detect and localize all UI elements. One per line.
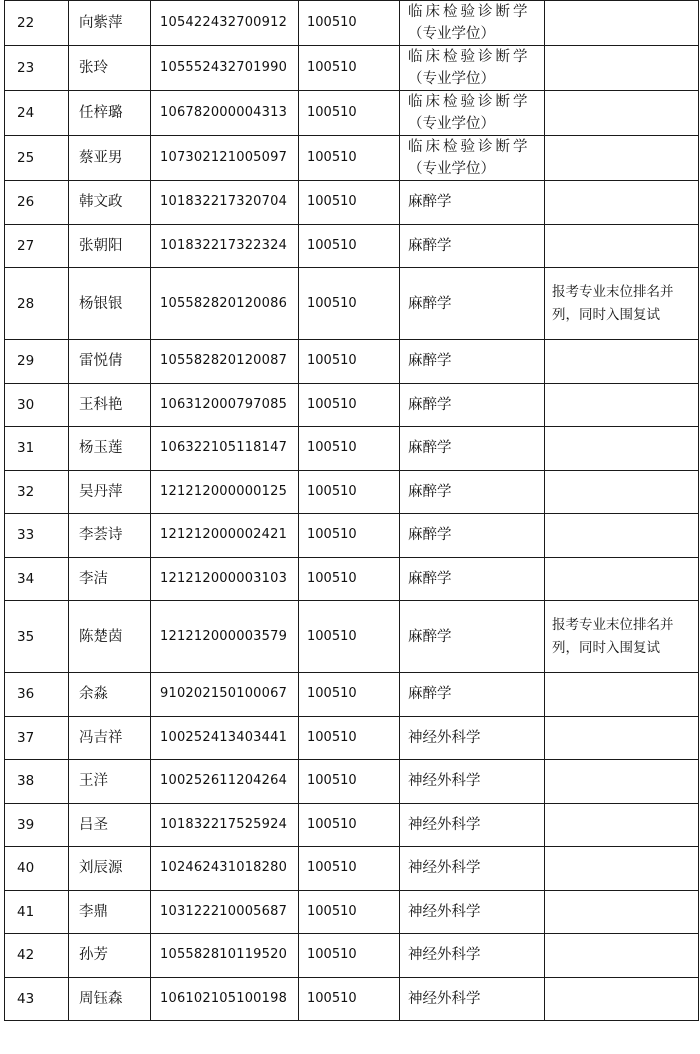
major-code-cell	[299, 673, 400, 717]
candidate-name-cell	[69, 847, 151, 891]
candidate-name: 余淼	[79, 686, 108, 703]
major-code: 100510	[307, 15, 357, 30]
remark-cell	[545, 673, 699, 717]
candidate-id: 121212000003103	[160, 570, 288, 586]
row-number-cell	[5, 934, 69, 978]
candidate-id: 100252611204264	[160, 773, 288, 789]
major-degree-type: （专业学位）	[408, 26, 495, 42]
row-number: 28	[17, 295, 35, 312]
major-name-cell	[400, 46, 545, 91]
candidate-id-cell	[151, 601, 299, 673]
candidate-id: 106782000004313	[160, 105, 288, 120]
candidate-table	[4, 0, 699, 1021]
table-row	[5, 340, 699, 384]
major-name-cell	[400, 181, 545, 225]
remark-cell	[545, 977, 699, 1021]
row-number: 25	[17, 150, 35, 166]
candidate-id: 910202150100067	[160, 686, 288, 702]
major-code: 100510	[307, 860, 357, 876]
row-number-cell	[5, 716, 69, 760]
candidate-id: 105422432700912	[160, 15, 288, 30]
candidate-id-cell	[151, 91, 299, 136]
major-code-cell	[299, 847, 400, 891]
candidate-name-cell	[69, 136, 151, 181]
table-row	[5, 601, 699, 673]
candidate-name: 刘辰源	[79, 860, 123, 877]
candidate-id-cell	[151, 46, 299, 91]
candidate-id: 107302121005097	[160, 150, 288, 165]
candidate-name-cell	[69, 46, 151, 91]
candidate-id-cell	[151, 803, 299, 847]
candidate-id: 106322105118147	[160, 440, 288, 456]
major-name: 麻醉学	[408, 237, 452, 254]
table-row	[5, 803, 699, 847]
table-row	[5, 268, 699, 340]
candidate-id-cell	[151, 470, 299, 514]
table-row	[5, 136, 699, 181]
major-code-cell	[299, 514, 400, 558]
major-code-cell	[299, 340, 400, 384]
major-name: 神经外科学	[408, 729, 481, 746]
candidate-id-cell	[151, 136, 299, 181]
table-row	[5, 890, 699, 934]
major-name-cell	[400, 1, 545, 46]
row-number-cell	[5, 224, 69, 268]
row-number-cell	[5, 673, 69, 717]
candidate-name-cell	[69, 803, 151, 847]
table-row	[5, 91, 699, 136]
row-number-cell	[5, 91, 69, 136]
major-code-cell	[299, 716, 400, 760]
candidate-name: 蔡亚男	[79, 150, 123, 166]
candidate-id: 105552432701990	[160, 60, 288, 75]
candidate-name-cell	[69, 601, 151, 673]
major-code: 100510	[307, 150, 357, 165]
major-code-cell	[299, 181, 400, 225]
candidate-id: 101832217320704	[160, 194, 288, 210]
remark-cell	[545, 803, 699, 847]
table-row	[5, 224, 699, 268]
candidate-id: 106102105100198	[160, 990, 288, 1006]
candidate-id-cell	[151, 760, 299, 804]
table-row	[5, 427, 699, 471]
major-code: 100510	[307, 194, 357, 210]
candidate-name: 杨银银	[79, 295, 123, 312]
table-row	[5, 383, 699, 427]
table-row	[5, 673, 699, 717]
major-code: 100510	[307, 773, 357, 789]
row-number: 42	[17, 947, 35, 964]
major-code: 100510	[307, 483, 357, 499]
remark-cell	[545, 136, 699, 181]
remark-cell	[545, 760, 699, 804]
major-name-cell	[400, 268, 545, 340]
major-code-cell	[299, 1, 400, 46]
candidate-name-cell	[69, 557, 151, 601]
candidate-name-cell	[69, 934, 151, 978]
major-code: 100510	[307, 440, 357, 456]
major-name: 神经外科学	[408, 903, 481, 920]
major-name-cell	[400, 91, 545, 136]
major-name: 麻醉学	[408, 483, 452, 500]
remark-text: 报考专业末位排名并列，同时入围复试	[552, 283, 674, 323]
row-number: 22	[17, 15, 35, 31]
row-number: 41	[17, 903, 35, 920]
row-number: 27	[17, 237, 35, 254]
row-number: 23	[17, 60, 35, 76]
major-name-cell	[400, 977, 545, 1021]
candidate-name-cell	[69, 470, 151, 514]
major-name-cell	[400, 890, 545, 934]
candidate-name: 王洋	[79, 773, 108, 790]
major-code: 100510	[307, 60, 357, 75]
remark-cell	[545, 934, 699, 978]
candidate-id: 105582810119520	[160, 947, 288, 963]
row-number-cell	[5, 470, 69, 514]
candidate-name: 雷悦倩	[79, 353, 123, 370]
candidate-name: 张玲	[79, 60, 108, 76]
row-number-cell	[5, 514, 69, 558]
major-name: 麻醉学	[408, 570, 452, 587]
row-number-cell	[5, 136, 69, 181]
major-code: 100510	[307, 686, 357, 702]
candidate-name: 孙芳	[79, 947, 108, 964]
major-code: 100510	[307, 628, 357, 644]
candidate-id: 106312000797085	[160, 396, 288, 412]
remark-cell	[545, 716, 699, 760]
row-number: 24	[17, 105, 35, 121]
candidate-name: 韩文政	[79, 194, 123, 211]
major-code-cell	[299, 224, 400, 268]
candidate-name-cell	[69, 514, 151, 558]
row-number: 33	[17, 527, 35, 544]
table-row	[5, 46, 699, 91]
major-code-cell	[299, 760, 400, 804]
candidate-id-cell	[151, 427, 299, 471]
row-number-cell	[5, 1, 69, 46]
candidate-name: 李鼎	[79, 903, 108, 920]
remark-cell	[545, 340, 699, 384]
table-row	[5, 934, 699, 978]
candidate-name-cell	[69, 340, 151, 384]
table-row	[5, 716, 699, 760]
row-number-cell	[5, 890, 69, 934]
major-name-cell	[400, 803, 545, 847]
candidate-id-cell	[151, 977, 299, 1021]
candidate-name: 吴丹萍	[79, 483, 123, 500]
row-number: 35	[17, 628, 35, 645]
major-code: 100510	[307, 903, 357, 919]
row-number: 37	[17, 729, 35, 746]
candidate-id-cell	[151, 340, 299, 384]
candidate-name: 王科艳	[79, 396, 123, 413]
candidate-name-cell	[69, 890, 151, 934]
candidate-name-cell	[69, 181, 151, 225]
major-name-cell	[400, 557, 545, 601]
remark-cell	[545, 181, 699, 225]
major-name: 麻醉学	[408, 295, 452, 312]
candidate-name-cell	[69, 716, 151, 760]
major-code-cell	[299, 470, 400, 514]
major-code-cell	[299, 934, 400, 978]
candidate-id-cell	[151, 268, 299, 340]
remark-cell	[545, 383, 699, 427]
major-name-cell	[400, 601, 545, 673]
candidate-name: 杨玉莲	[79, 440, 123, 457]
remark-text: 报考专业末位排名并列，同时入围复试	[552, 616, 674, 656]
row-number: 38	[17, 773, 35, 790]
candidate-name: 吕圣	[79, 816, 108, 833]
table-row	[5, 181, 699, 225]
row-number: 34	[17, 570, 35, 587]
table-row	[5, 847, 699, 891]
remark-cell	[545, 847, 699, 891]
candidate-name-cell	[69, 673, 151, 717]
major-degree-type: （专业学位）	[408, 116, 495, 132]
remark-cell	[545, 46, 699, 91]
major-name: 麻醉学	[408, 353, 452, 370]
table-row	[5, 977, 699, 1021]
candidate-id: 121212000003579	[160, 628, 288, 644]
row-number-cell	[5, 803, 69, 847]
major-code: 100510	[307, 816, 357, 832]
major-degree-type: （专业学位）	[408, 161, 495, 177]
candidate-id-cell	[151, 383, 299, 427]
row-number: 36	[17, 686, 35, 703]
major-code-cell	[299, 803, 400, 847]
remark-cell	[545, 890, 699, 934]
major-name-cell	[400, 427, 545, 471]
remark-cell	[545, 268, 699, 340]
candidate-name: 向紫萍	[79, 15, 123, 31]
row-number-cell	[5, 760, 69, 804]
major-code-cell	[299, 890, 400, 934]
candidate-id-cell	[151, 716, 299, 760]
candidate-id: 121212000002421	[160, 527, 288, 543]
major-name-cell	[400, 136, 545, 181]
candidate-name-cell	[69, 427, 151, 471]
major-name: 神经外科学	[408, 990, 481, 1007]
major-name-cell	[400, 847, 545, 891]
row-number-cell	[5, 181, 69, 225]
row-number: 43	[17, 990, 35, 1007]
major-code-cell	[299, 383, 400, 427]
candidate-name-cell	[69, 1, 151, 46]
candidate-id-cell	[151, 181, 299, 225]
major-name: 麻醉学	[408, 686, 452, 703]
major-name-cell	[400, 934, 545, 978]
major-name: 麻醉学	[408, 396, 452, 413]
candidate-name-cell	[69, 268, 151, 340]
row-number-cell	[5, 46, 69, 91]
remark-cell	[545, 557, 699, 601]
major-code-cell	[299, 601, 400, 673]
major-name: 麻醉学	[408, 628, 452, 645]
candidate-name: 陈楚茵	[79, 628, 123, 645]
major-name: 麻醉学	[408, 440, 452, 457]
major-code-cell	[299, 91, 400, 136]
candidate-name-cell	[69, 91, 151, 136]
major-code: 100510	[307, 570, 357, 586]
remark-cell	[545, 470, 699, 514]
candidate-name-cell	[69, 977, 151, 1021]
major-name-cell	[400, 470, 545, 514]
row-number: 39	[17, 816, 35, 833]
row-number-cell	[5, 977, 69, 1021]
major-name-cell	[400, 383, 545, 427]
candidate-id-cell	[151, 1, 299, 46]
remark-cell	[545, 427, 699, 471]
major-code: 100510	[307, 105, 357, 120]
candidate-id-cell	[151, 514, 299, 558]
major-code: 100510	[307, 353, 357, 369]
row-number: 29	[17, 353, 35, 370]
candidate-id: 121212000000125	[160, 483, 288, 499]
remark-cell	[545, 1, 699, 46]
major-code: 100510	[307, 947, 357, 963]
candidate-id-cell	[151, 673, 299, 717]
table-row	[5, 1, 699, 46]
row-number-cell	[5, 268, 69, 340]
major-name: 临床检验诊断学	[408, 139, 531, 155]
major-name-cell	[400, 514, 545, 558]
major-name: 麻醉学	[408, 194, 452, 211]
remark-cell	[545, 224, 699, 268]
candidate-id-cell	[151, 557, 299, 601]
major-name-cell	[400, 673, 545, 717]
major-name: 临床检验诊断学	[408, 49, 531, 65]
row-number: 32	[17, 483, 35, 500]
candidate-id: 103122210005687	[160, 903, 288, 919]
major-code: 100510	[307, 990, 357, 1006]
major-code: 100510	[307, 295, 357, 311]
table-row	[5, 470, 699, 514]
candidate-id: 101832217525924	[160, 816, 288, 832]
major-code: 100510	[307, 729, 357, 745]
major-code-cell	[299, 977, 400, 1021]
major-degree-type: （专业学位）	[408, 71, 495, 87]
table-row	[5, 760, 699, 804]
candidate-table-body	[5, 1, 699, 1021]
row-number: 30	[17, 396, 35, 413]
candidate-name: 李洁	[79, 570, 108, 587]
row-number-cell	[5, 383, 69, 427]
candidate-id-cell	[151, 224, 299, 268]
major-name-cell	[400, 340, 545, 384]
major-name: 临床检验诊断学	[408, 4, 531, 20]
table-row	[5, 514, 699, 558]
candidate-id: 101832217322324	[160, 237, 288, 253]
candidate-id-cell	[151, 934, 299, 978]
remark-cell	[545, 514, 699, 558]
major-code-cell	[299, 268, 400, 340]
major-name: 神经外科学	[408, 773, 481, 790]
candidate-name: 张朝阳	[79, 237, 123, 254]
table-row	[5, 557, 699, 601]
major-name: 神经外科学	[408, 860, 481, 877]
major-code: 100510	[307, 237, 357, 253]
candidate-name-cell	[69, 760, 151, 804]
major-code-cell	[299, 46, 400, 91]
candidate-name: 冯吉祥	[79, 729, 123, 746]
major-name-cell	[400, 224, 545, 268]
candidate-name: 李荟诗	[79, 527, 123, 544]
row-number-cell	[5, 847, 69, 891]
candidate-id: 105582820120086	[160, 295, 288, 311]
major-name: 临床检验诊断学	[408, 94, 531, 110]
candidate-name-cell	[69, 383, 151, 427]
major-name: 神经外科学	[408, 947, 481, 964]
remark-cell	[545, 91, 699, 136]
candidate-name: 周钰森	[79, 990, 123, 1007]
major-code: 100510	[307, 527, 357, 543]
row-number-cell	[5, 601, 69, 673]
row-number-cell	[5, 427, 69, 471]
major-code: 100510	[307, 396, 357, 412]
row-number-cell	[5, 557, 69, 601]
row-number: 31	[17, 440, 35, 457]
major-code-cell	[299, 557, 400, 601]
row-number: 26	[17, 194, 35, 211]
major-code-cell	[299, 427, 400, 471]
candidate-id: 105582820120087	[160, 353, 288, 369]
candidate-id: 102462431018280	[160, 860, 288, 876]
candidate-id-cell	[151, 847, 299, 891]
candidate-id-cell	[151, 890, 299, 934]
major-name-cell	[400, 760, 545, 804]
major-name: 麻醉学	[408, 527, 452, 544]
remark-cell	[545, 601, 699, 673]
candidate-name-cell	[69, 224, 151, 268]
candidate-id: 100252413403441	[160, 729, 288, 745]
row-number-cell	[5, 340, 69, 384]
major-name: 神经外科学	[408, 816, 481, 833]
row-number: 40	[17, 860, 35, 877]
candidate-name: 任梓璐	[79, 105, 123, 121]
major-code-cell	[299, 136, 400, 181]
major-name-cell	[400, 716, 545, 760]
